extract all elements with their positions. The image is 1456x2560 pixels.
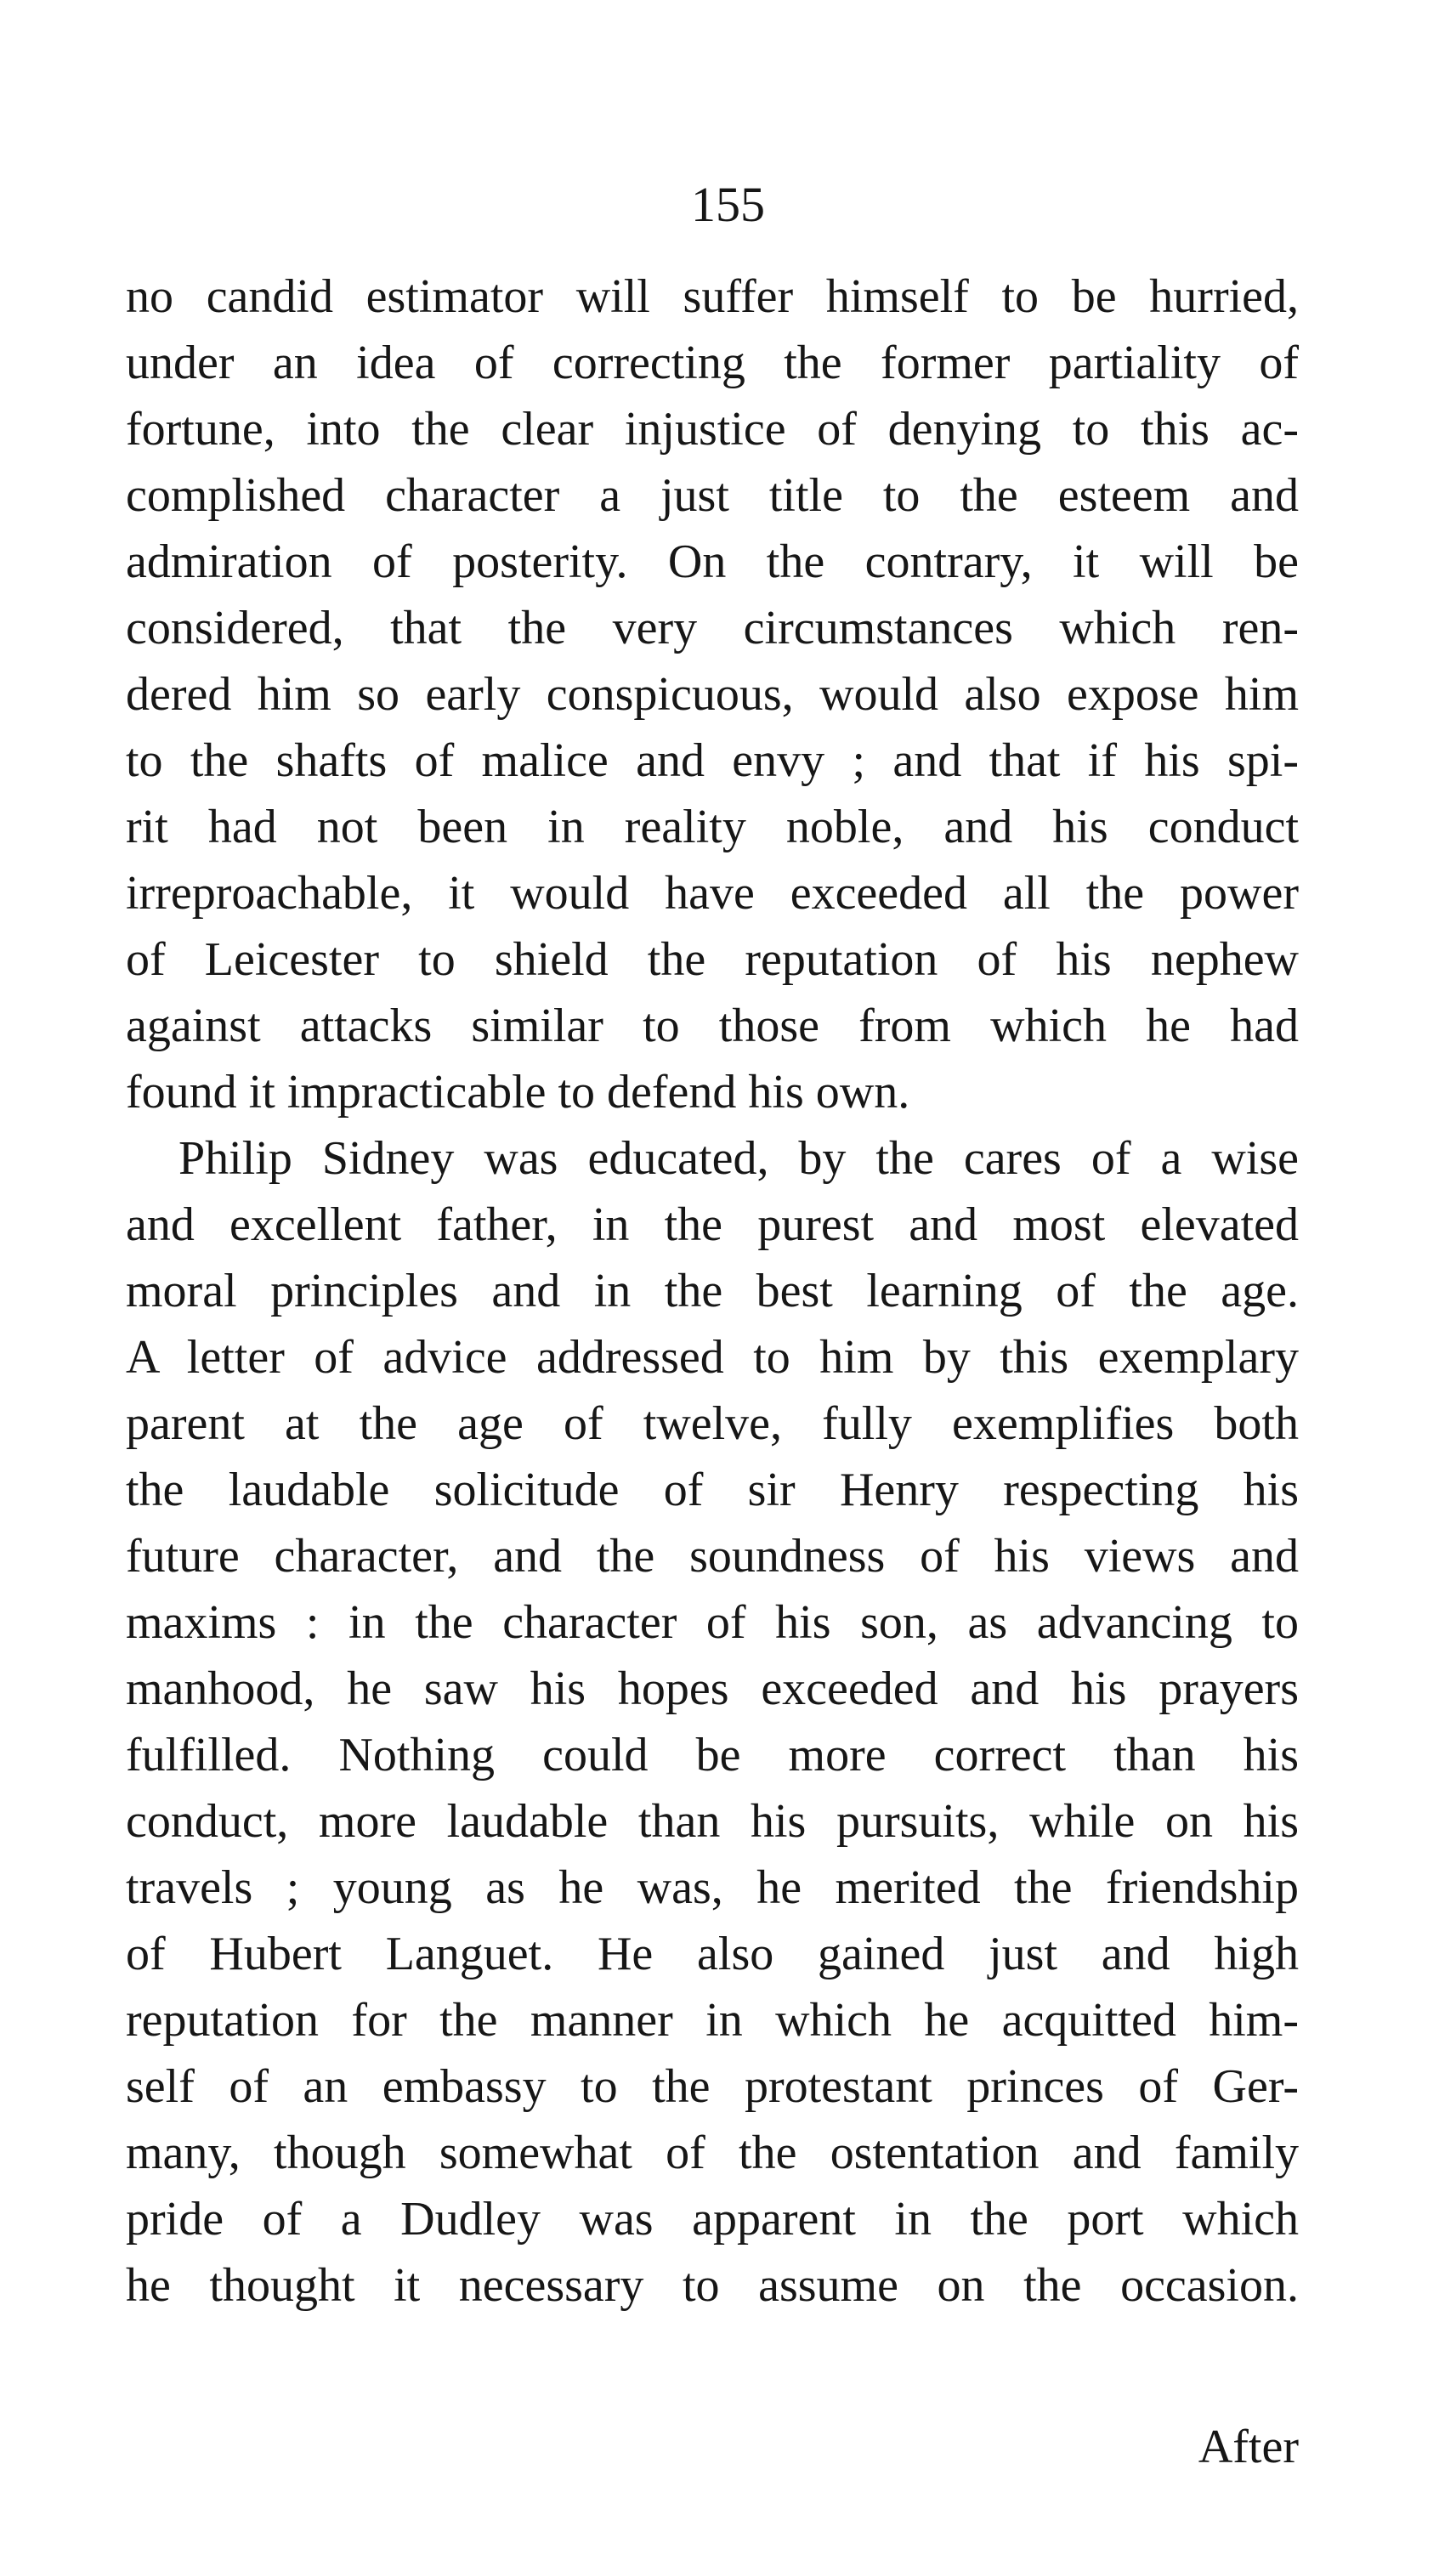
text-line: manhood, he saw his hopes exceeded and his prayers: [126, 1662, 1299, 1715]
text-line: A letter of advice addressed to him by this exemplary: [126, 1331, 1299, 1384]
text-line: dered him so early conspicuous, would also expose him: [126, 668, 1299, 721]
text-line: conduct, more laudable than his pursuits, while on his: [126, 1795, 1299, 1848]
text-line: travels ; young as he was, he merited the friendship: [126, 1861, 1299, 1914]
text-line: under an idea of correcting the former partiality of: [126, 337, 1299, 389]
text-line: self of an embassy to the protestant princes of Ger-: [126, 2060, 1299, 2113]
text-line: fulfilled. Nothing could be more correct than his: [126, 1729, 1299, 1781]
body-text: [126, 263, 1299, 2319]
text-line: irreproachable, it would have exceeded all the power: [126, 867, 1299, 920]
text-line: he thought it necessary to assume on the occasion.: [126, 2259, 1299, 2312]
paragraph-1: [126, 263, 1299, 1125]
text-line: Philip Sidney was educated, by the cares of a wise: [178, 1132, 1299, 1185]
text-line: considered, that the very circumstances which ren-: [126, 602, 1299, 654]
paragraph-2: [126, 1125, 1299, 2319]
page-number: 155: [691, 177, 765, 232]
text-line: found it impracticable to defend his own.: [126, 1066, 910, 1119]
text-line: maxims : in the character of his son, as advancing to: [126, 1596, 1299, 1649]
text-line: admiration of posterity. On the contrary, it will be: [126, 535, 1299, 588]
text-line: reputation for the manner in which he acquitted him-: [126, 1994, 1299, 2047]
text-line: no candid estimator will suffer himself to be hurried,: [126, 270, 1299, 323]
text-line: of Hubert Languet. He also gained just and high: [126, 1928, 1299, 1980]
text-line: to the shafts of malice and envy ; and that if his spi-: [126, 734, 1299, 787]
text-line: fortune, into the clear injustice of denying to this ac-: [126, 403, 1299, 456]
text-line: the laudable solicitude of sir Henry respecting his: [126, 1464, 1299, 1516]
text-line: complished character a just title to the esteem and: [126, 469, 1299, 522]
text-line: parent at the age of twelve, fully exemplifies both: [126, 1397, 1299, 1450]
text-line: future character, and the soundness of his views and: [126, 1530, 1299, 1583]
text-line: of Leicester to shield the reputation of his nephew: [126, 933, 1299, 986]
text-line: pride of a Dudley was apparent in the port which: [126, 2193, 1299, 2246]
text-line: many, though somewhat of the ostentation and family: [126, 2127, 1299, 2179]
text-line: moral principles and in the best learning of the age.: [126, 1265, 1299, 1317]
text-line: against attacks similar to those from which he had: [126, 1000, 1299, 1052]
text-line: rit had not been in reality noble, and his conduct: [126, 801, 1299, 853]
text-line: and excellent father, in the purest and most elevated: [126, 1198, 1299, 1251]
catchword: After: [1198, 2421, 1299, 2473]
